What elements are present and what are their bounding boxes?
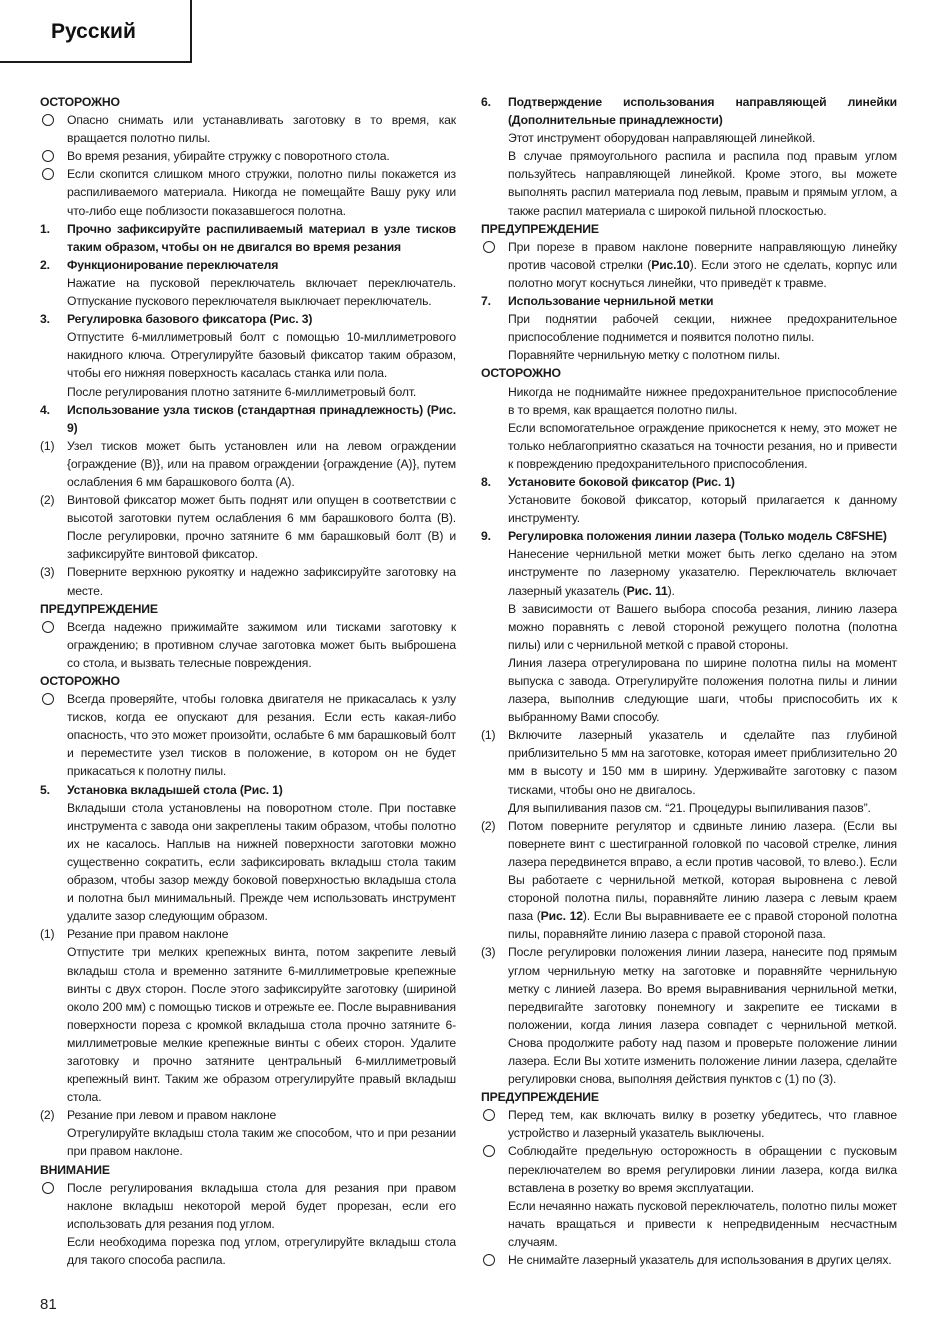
section-8-heading: 8. Установите боковой фиксатор (Рис. 1) (481, 474, 735, 489)
bullet-item: Соблюдайте предельную осторожность в обращении с пусковым переключателем во время регулировки линии лазера, когда вилка вставлена в розетку во время эксплуатации. (481, 1142, 897, 1196)
section-9-1-text: Для выпиливания пазов см. “21. Процедуры выпиливания пазов”. (508, 800, 871, 815)
circle-bullet-icon (481, 1106, 508, 1142)
section-9-text: В зависимости от Вашего выбора способа резания, линию лазера можно поравнять с левой стороной режущего полотна (полотна пилы) или с чернильной меткой с правой стороны. (508, 601, 897, 652)
bullet-item: При порезе в правом наклоне поверните направляющую линейку против часовой стрелки (Рис.10). Если этого не сделать, корпус или полотно могут коснуться линейки, что приведёт к травме. (481, 238, 897, 292)
attention-text: Если необходима порезка под углом, отрегулируйте вкладыш стола для такого способа распила. (67, 1234, 456, 1267)
section-5-heading: 5. Установка вкладышей стола (Рис. 1) (40, 782, 283, 797)
section-6-heading: 6. Подтверждение использования направляющей линейки (Дополнительные принадлежности) (481, 95, 897, 128)
caution-text: Если вспомогательное ограждение прикоснется к нему, это может не только неблагоприятно сказаться на точности резания, но и привести к повреждению предохранительного приспособления. (508, 420, 897, 471)
caution-text: Никогда не поднимайте нижнее предохранительное приспособление в то время, как вращается полотно пилы. (508, 384, 897, 417)
circle-bullet-icon (40, 618, 67, 672)
circle-bullet-icon (40, 165, 67, 219)
language-tab (0, 0, 192, 63)
numbered-item: (2) Резание при левом и правом наклоне (40, 1108, 277, 1123)
circle-bullet-icon (40, 147, 67, 165)
attention-heading: ВНИМАНИЕ (40, 1162, 110, 1177)
circle-bullet-icon (40, 690, 67, 780)
section-5-text: Вкладыши стола установлены на поворотном столе. При поставке инструмента с завода они закреплены таким образом, чтобы полотно их не касалось. Наплыв на нижней поверхности заготовки можно существенно сократить, если зафиксировать вкладыш стола таким образом, чтобы зазор между боковой поверхностью вкладыша стола и полотна был минимальный. Прежде чем использовать инструмент удалите зазор следующим образом. (67, 800, 456, 924)
caution-heading: ОСТОРОЖНО (40, 674, 120, 688)
section-7-heading: 7. Использование чернильной метки (481, 294, 714, 309)
section-9-text: Линия лазера отрегулирована по ширине полотна пилы на момент выпуска с завода. Отрегулируйте положения полотна пилы и линии лазера, выполнив следующие шаги, чтобы приспособить их к выбранному Вами способу. (508, 655, 897, 725)
caution-heading: ОСТОРОЖНО (40, 95, 120, 109)
bullet-item: Всегда надежно прижимайте зажимом или тисками заготовку к ограждению; в противном случае заготовка может быть выброшена со стола, и вызвать телесные повреждения. (40, 618, 456, 672)
section-5-2-text: Отрегулируйте вкладыш стола таким же способом, что и при резании при правом наклоне. (67, 1126, 456, 1159)
section-3-heading: 3. Регулировка базового фиксатора (Рис. 3) (40, 312, 313, 327)
warning-text: Если нечаянно нажать пусковой переключатель, полотно пилы может начать вращаться и привести к непредвиденным несчастным случаям. (508, 1198, 897, 1249)
warning-heading: ПРЕДУПРЕЖДЕНИЕ (40, 601, 158, 616)
circle-bullet-icon (481, 238, 508, 292)
section-9-heading: 9. Регулировка положения линии лазера (Только модель C8FSHE) (481, 529, 887, 544)
section-3-text: После регулирования плотно затяните 6-миллиметровый болт. (67, 384, 417, 399)
caution-heading: ОСТОРОЖНО (481, 366, 561, 381)
section-7-text: Поравняйте чернильную метку с полотном пилы. (508, 348, 781, 363)
right-column (481, 93, 897, 1269)
bullet-item: После регулирования вкладыша стола для резания при правом наклоне вкладыш некоторой мерой будет прорезан, если его использовать для резания под углом. (40, 1179, 456, 1233)
section-2-text: Нажатие на пусковой переключатель включает переключатель. Отпускание пускового переключателя выключает переключатель. (67, 275, 456, 309)
section-4-heading: 4. Использование узла тисков (стандартная принадлежность) (Рис. 9) (40, 402, 456, 435)
section-3-text: Отпустите 6-миллиметровый болт с помощью 10-миллиметрового накидного ключа. Отрегулируйте базовый фиксатор таким образом, чтобы его нижняя поверхность касалась станка или пола. (67, 330, 456, 381)
warning-heading: ПРЕДУПРЕЖДЕНИЕ (481, 1090, 599, 1105)
numbered-item: (1) Включите лазерный указатель и сделайте паз глубиной приблизительно 5 мм на заготовке, которая имеет приблизительно 20 мм в высоту и 150 мм в ширину. Удерживайте заготовку с пазом тисками, чтобы оно не двигалось. (481, 728, 897, 797)
left-column (40, 93, 456, 1269)
warning-heading: ПРЕДУПРЕЖДЕНИЕ (481, 221, 599, 236)
circle-bullet-icon (40, 111, 67, 147)
numbered-item: (1) Резание при правом наклоне (40, 927, 229, 942)
bullet-item: Во время резания, убирайте стружку с поворотного стола. (40, 147, 456, 165)
bullet-item: Не снимайте лазерный указатель для использования в других целях. (481, 1251, 897, 1269)
section-6-text: В случае прямоугольного распила и распила под правым углом пользуйтесь направляющей линейкой. Кроме этого, вы можете выполнять распил материала под левым, правым и прямым углом, а также распил материала с широкой пильной плоскостью. (508, 149, 897, 218)
bullet-item: Опасно снимать или устанавливать заготовку в то время, как вращается полотно пилы. (40, 111, 456, 147)
section-2-heading: 2. Функционирование переключателя (40, 257, 279, 272)
section-8-text: Установите боковой фиксатор, который прилагается к данному инструменту. (508, 493, 897, 526)
section-5-1-text: Отпустите три мелких крепежных винта, потом закрепите левый вкладыш стола и временно затяните 6-миллиметровые крепежные винты с двух сторон. После этого зафиксируйте заготовку (шириной около 200 мм) с помощью тисков и отрежьте ее. После выравнивания поверхности пореза с кромкой вкладыша стола прочно затяните 6-миллиметровые мелкие крепежные винты с обеих сторон. Удалите заготовку и прочно затяните центральный 6-миллиметровый крепежный винт. Таким же образом отрегулируйте правый вкладыш стола. (67, 945, 456, 1105)
section-7-text: При поднятии рабочей секции, нижнее предохранительное приспособление поднимется и появится полотно пилы. (508, 312, 897, 345)
bullet-item: Всегда проверяйте, чтобы головка двигателя не прикасалась к узлу тисков, когда ее опускают для резания. Если есть какая-либо опасность, что это может произойти, ослабьте 6 мм барашковый болт и переместите узел тисков в положение, в котором он не будет прикасаться к полотну пилы. (40, 690, 456, 780)
bullet-item: Если скопится слишком много стружки, полотно пилы покажется из распиливаемого материала. Никогда не помещайте Вашу руку или что-либо еще поблизости показавшегося полотна. (40, 165, 456, 219)
numbered-item: (2) Потом поверните регулятор и сдвиньте линию лазера. (Если вы повернете винт с шестигранной головкой по часовой стрелке, линия лазера передвинется вправо, а если против часовой, то влево.). Если Вы работаете с чернильной меткой, которая выровнена с левой стороной полотна пилы, поравняйте линию лазера с левым краем паза (Рис. 12). Если Вы выравниваете ее с правой стороной полотна пилы, поравняйте линию лазера с правой стороной паза. (481, 818, 897, 942)
section-9-text: Нанесение чернильной метки может быть легко сделано на этом инструменте по лазерному указателю. Переключатель включает лазерный указатель (Рис. 11). (508, 547, 897, 598)
page-number: 81 (40, 1296, 57, 1313)
language-label: Русский (51, 20, 136, 43)
numbered-item: (3) После регулировки положения линии лазера, нанесите под прямым углом чернильную метку на заготовке и поравняйте чернильную метку с линией лазера. Во время выравнивания чернильной метки, передвигайте заготовку понемногу и закрепите ее тисками в положении, когда линия лазера совпадет с чернильной меткой. Снова продолжите работу над пазом и проверьте положение линии лазера. Если Вы хотите изменить положение линии лазера, сделайте регулировки снова, выполняя действия пунктов с (1) по (3). (481, 945, 897, 1087)
section-1-heading: 1. Прочно зафиксируйте распиливаемый материал в узле тисков таким образом, чтобы он не двигался во время резания (40, 221, 456, 254)
numbered-item: (3) Поверните верхнюю рукоятку и надежно зафиксируйте заготовку на месте. (40, 565, 456, 598)
circle-bullet-icon (481, 1251, 508, 1269)
section-6-text: Этот инструмент оборудован направляющей линейкой. (508, 131, 816, 146)
numbered-item: (2) Винтовой фиксатор может быть поднят или опущен в соответствии с высотой заготовки путем ослабления 6 мм барашкового болта (B). После регулировки, прочно затяните 6 мм барашковый болт (B) и зафиксируйте винтовой фиксатор. (40, 493, 456, 562)
circle-bullet-icon (481, 1142, 508, 1196)
bullet-item: Перед тем, как включать вилку в розетку убедитесь, что главное устройство и лазерный указатель выключены. (481, 1106, 897, 1142)
circle-bullet-icon (40, 1179, 67, 1233)
numbered-item: (1) Узел тисков может быть установлен или на левом ограждении {ограждение (B)}, или на правом ограждении {ограждение (A)}, путем ослабления 6 мм барашкового болта (A). (40, 438, 456, 489)
